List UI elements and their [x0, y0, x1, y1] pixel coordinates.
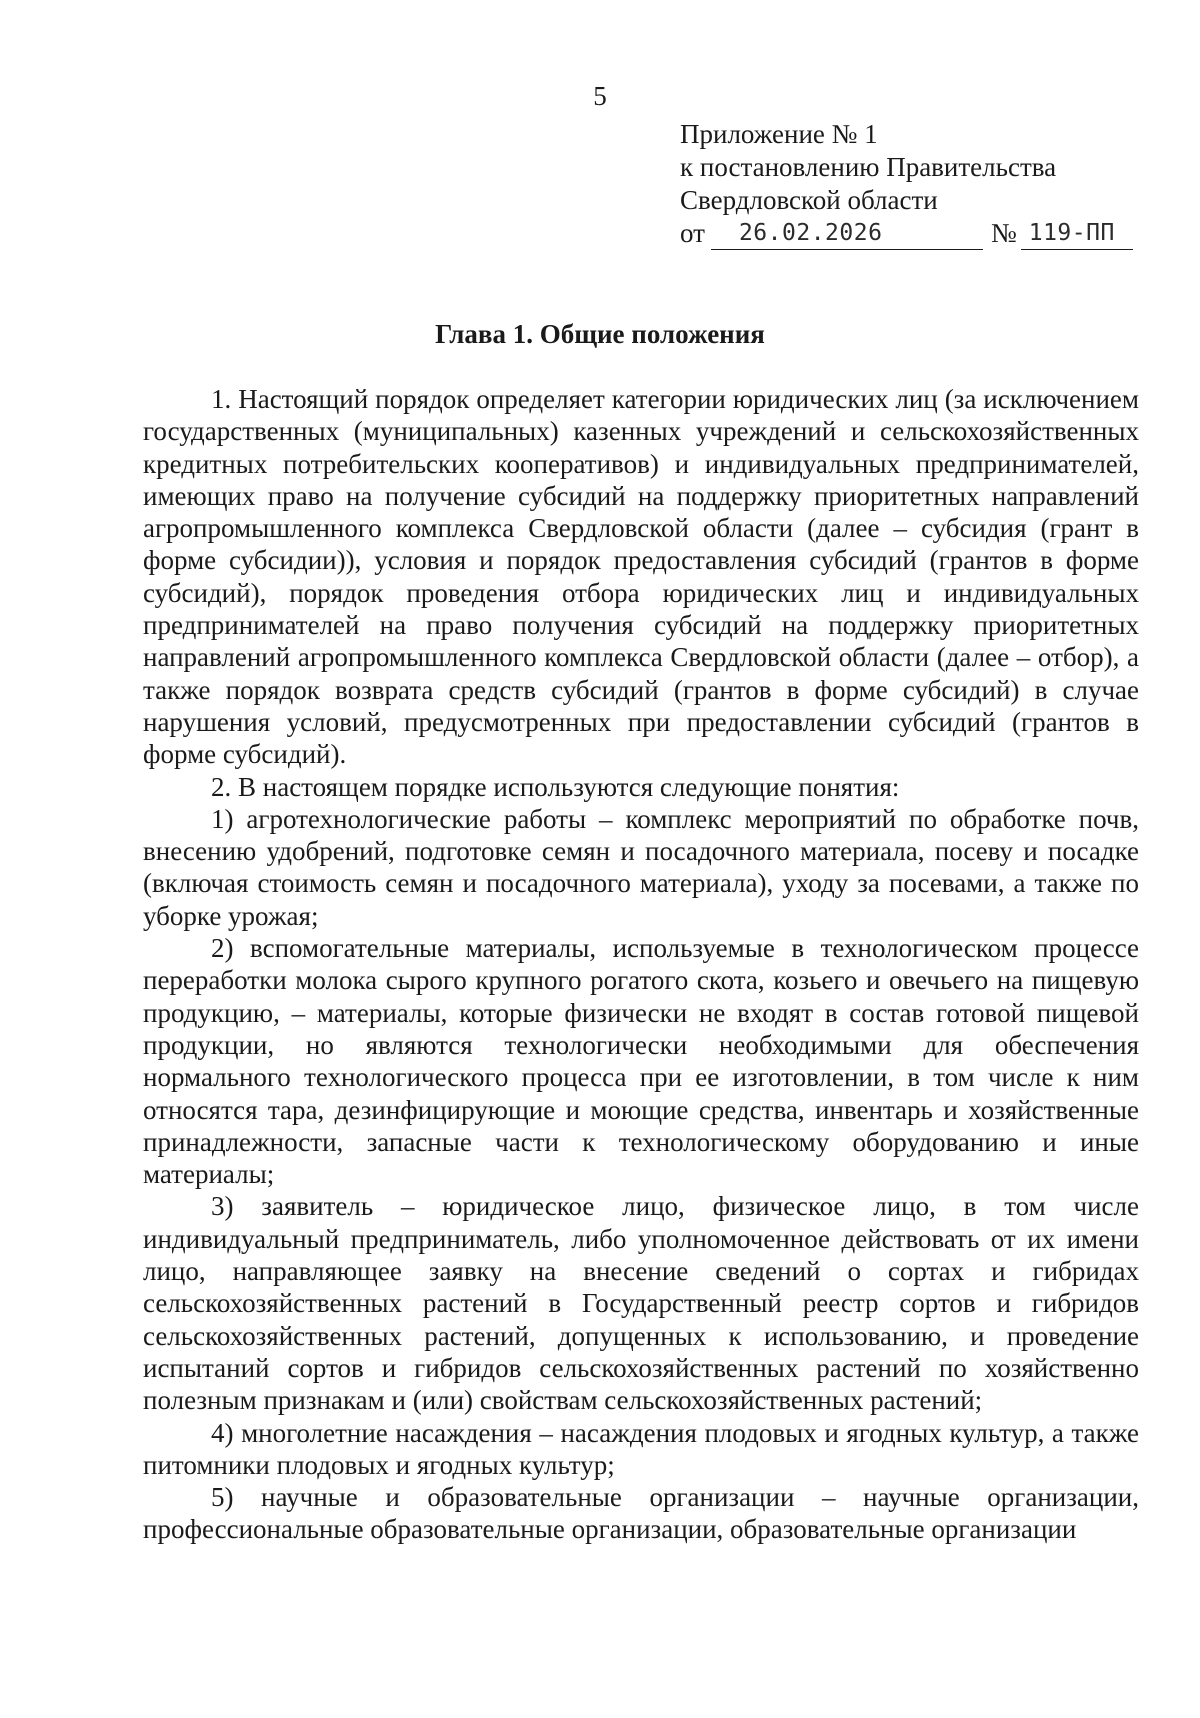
paragraph: 1) агротехнологические работы – комплекс мероприятий по обработке почв, внесению удобрений, подготовке семян и посадочного материала, посеву и посадке (включая стоимость семян и посадочного материала), уходу за посевами, а также по уборке урожая; [143, 803, 1139, 931]
decree-date: 26.02.2026 [738, 220, 883, 246]
document-body [143, 383, 1139, 1546]
paragraph: 4) многолетние насаждения – насаждения плодовых и ягодных культур, а также питомники плодовых и ягодных культур; [143, 1417, 1139, 1480]
number-blank [1021, 219, 1133, 250]
date-blank [711, 219, 983, 250]
paragraph: 2. В настоящем порядке используются следующие понятия: [211, 771, 900, 802]
appendix-region: Свердловской области [680, 185, 938, 215]
appendix-reference: к постановлению Правительства [680, 152, 1057, 182]
number-sign: № [990, 218, 1017, 248]
paragraph: 1. Настоящий порядок определяет категории юридических лиц (за исключением государственных (муниципальных) казенных учреждений и сельскохозяйственных кредитных потребительских кооперативов) и индивидуальных предпринимателей, имеющих право на получение субсидий на поддержку приоритетных направлений агропромышленного комплекса Свердловской области (далее – субсидия (грант в форме субсидии)), условия и порядок предоставления субсидий (грантов в форме субсидий), порядок проведения отбора юридических лиц и индивидуальных предпринимателей на право получения субсидий на поддержку приоритетных направлений агропромышленного комплекса Свердловской области (далее – отбор), а также порядок возврата средств субсидий (грантов в форме субсидий) в случае нарушения условий, предусмотренных при предоставлении субсидий (грантов в форме субсидий). [143, 384, 1139, 770]
decree-details [680, 217, 1140, 250]
page-number: 5 [593, 81, 607, 111]
paragraph: 2) вспомогательные материалы, используемые в технологическом процессе переработки молока сырого крупного рогатого скота, козьего и овечьего на пищевую продукцию, – материалы, которые физически не входят в состав готовой пищевой продукции, но являются технологически необходимыми для обеспечения нормального технологического процесса при ее изготовлении, в том числе к ним относятся тара, дезинфицирующие и моющие средства, инвентарь и хозяйственные принадлежности, запасные части к технологическому оборудованию и иные материалы; [143, 933, 1139, 1190]
from-label: от [680, 218, 705, 248]
chapter-title: Глава 1. Общие положения [435, 319, 765, 349]
appendix-title: Приложение № 1 [680, 119, 878, 149]
paragraph: 3) заявитель – юридическое лицо, физическое лицо, в том числе индивидуальный предприниматель, либо уполномоченное действовать от их имени лицо, направляющее заявку на внесение сведений о сортах и гибридах сельскохозяйственных растений в Государственный реестр сортов и гибридов сельскохозяйственных растений, допущенных к использованию, и проведение испытаний сортов и гибридов сельскохозяйственных растений по хозяйственно полезным признакам и (или) свойствам сельскохозяйственных растений; [143, 1191, 1139, 1416]
appendix-header [680, 118, 1140, 250]
paragraph: 5) научные и образовательные организации – научные организации, профессиональные образовательные организации, образовательные организации [143, 1482, 1139, 1545]
decree-number: 119-ПП [1028, 220, 1115, 246]
